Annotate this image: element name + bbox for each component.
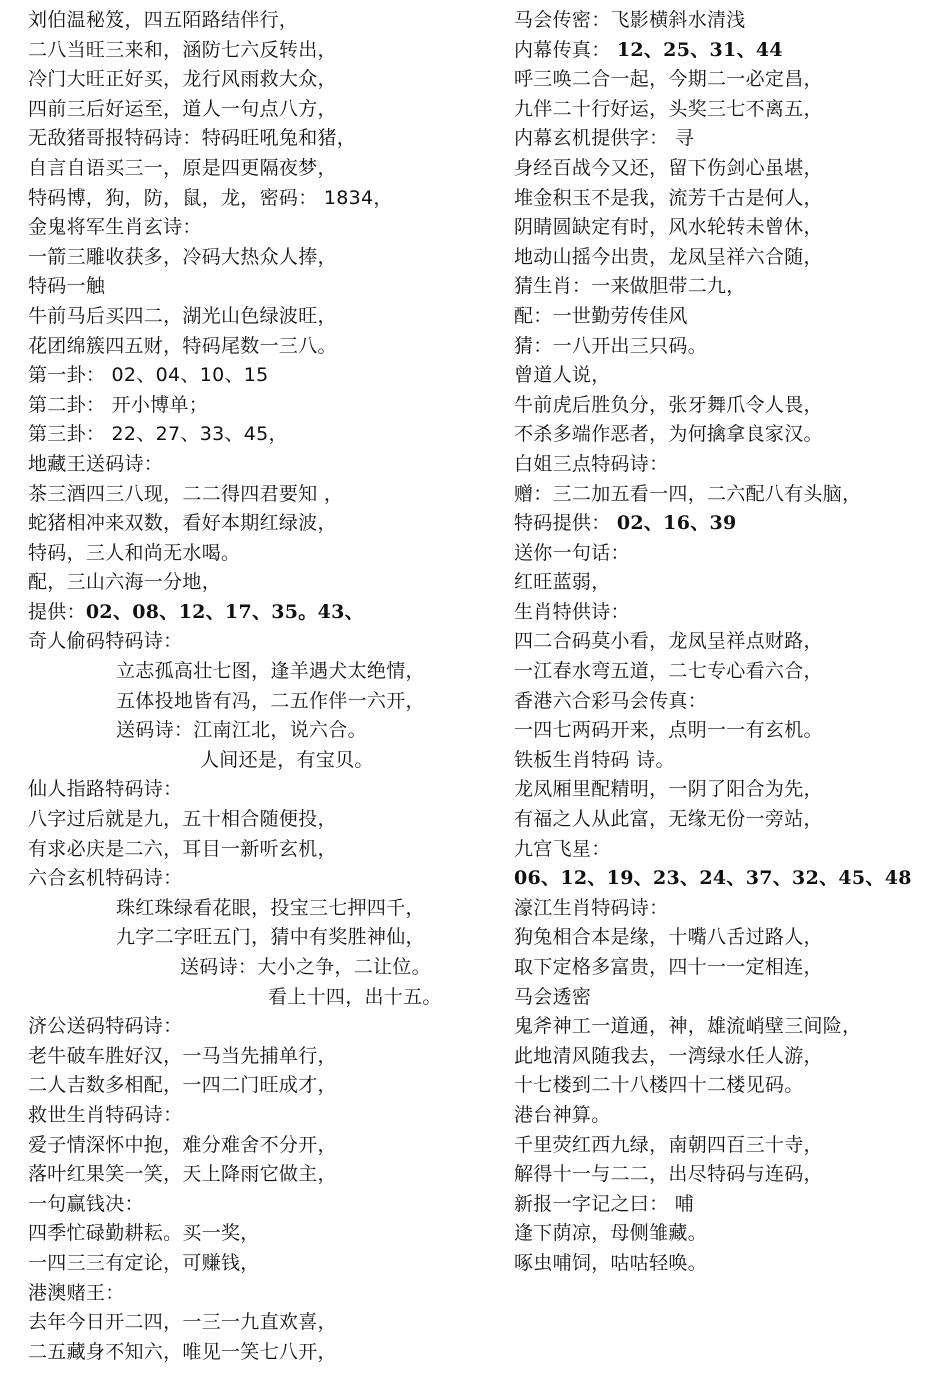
left-text-line [28, 598, 498, 628]
right-text-line: 白姐三点特码诗： [514, 452, 669, 475]
right-text-line: 曾道人说， [514, 364, 611, 387]
left-text-line: 济公送码特码诗： [28, 1015, 183, 1038]
right-text-line: 铁板生肖特码 诗。 [514, 748, 675, 771]
right-text-line: 龙凤厢里配精明，一阴了阳合为先， [514, 778, 823, 801]
left-text-line: 第三卦： 22、27、33、45， [28, 423, 288, 446]
right-text-line: 配：一世勤劳传佳风 [514, 304, 688, 327]
left-text-line: 港澳赌王： [28, 1281, 125, 1304]
right-text-line: 不杀多端作恶者，为何擒拿良家汉。 [514, 423, 823, 446]
left-text-line: 冷门大旺正好买，龙行风雨救大众， [28, 68, 337, 91]
right-column [514, 6, 929, 1279]
left-text-line: 一箭三雕收获多，冷码大热众人捧， [28, 245, 337, 268]
left-text-line: 珠红珠绿看花眼，投宝三七押四千， [116, 896, 425, 919]
left-text-line: 刘伯温秘笈，四五陌路结伴行， [28, 9, 299, 31]
right-text-line: 送你一句话： [514, 541, 630, 564]
left-text-line: 二八当旺三来和，涵防七六反转出， [28, 38, 337, 61]
left-text-line: 仙人指路特码诗： [28, 778, 183, 801]
right-text-line: 鬼斧神工一道通，神，雄流峭壁三间险， [514, 1015, 862, 1038]
left-text-line: 送码诗：大小之争，二让位。 [180, 956, 431, 978]
left-text-line: 地藏王送码诗： [28, 452, 164, 475]
left-text-line: 牛前马后买四二，湖光山色绿波旺， [28, 304, 337, 327]
left-text-line: 九字二字旺五门，猜中有奖胜神仙， [116, 926, 425, 949]
left-text-line: 立志孤高壮七图，逢羊遇犬太绝情， [116, 660, 425, 683]
left-text-line: 六合玄机特码诗： [28, 867, 183, 890]
left-text-line: 四前三后好运至，道人一句点八方， [28, 97, 337, 120]
left-text-line: 金鬼将军生肖玄诗： [28, 216, 202, 239]
left-text-line: 一四三三有定论，可赚钱， [28, 1251, 260, 1274]
right-text-line: 逢下荫凉，母侧雏藏。 [514, 1222, 708, 1245]
line-label: 提供： [28, 600, 86, 623]
left-text-line: 特码，三人和尚无水喝。 [28, 541, 241, 564]
right-text-line: 解得十一与二二，出尽特码与连码， [514, 1163, 823, 1186]
right-text-line: 九宫飞星： [514, 837, 611, 860]
right-text-line: 生肖特供诗： [514, 600, 630, 623]
line-label: 特码提供： [514, 512, 617, 535]
right-text-line: 阴睛圆缺定有时，风水轮转未曾休， [514, 216, 823, 239]
left-text-line: 四季忙碌勤耕耘。买一奖， [28, 1222, 260, 1245]
left-text-line: 奇人偷码特码诗： [28, 630, 183, 653]
right-text-line: 身经百战今又还，留下伤剑心虽堪， [514, 156, 823, 179]
right-text-line: 狗兔相合本是缘，十嘴八舌过路人， [514, 926, 823, 949]
left-text-line: 八字过后就是九，五十相合随便投， [28, 808, 337, 831]
right-text-line: 四二合码莫小看，龙凤呈祥点财路， [514, 630, 823, 653]
right-text-line [514, 509, 929, 539]
left-text-line: 第二卦： 开小博单； [28, 393, 209, 416]
left-text-line: 人间还是，有宝贝。 [200, 748, 374, 771]
left-text-line: 救世生肖特码诗： [28, 1103, 183, 1126]
left-text-line: 老牛破车胜好汉，一马当先捕单行， [28, 1044, 337, 1067]
left-text-line: 茶三酒四三八现，二二得四君要知 ， [28, 482, 344, 505]
right-text-line: 十七楼到二十八楼四十二楼见码。 [514, 1074, 804, 1097]
right-text-line: 赠：三二加五看一四，二六配八有头脑， [514, 482, 862, 505]
right-text-line: 马会透密 [514, 985, 592, 1008]
right-text-line: 呼三唤二合一起，今期二一必定昌， [514, 68, 823, 91]
line-numbers-bold: 02、08、12、17、35。43、 [85, 600, 364, 623]
left-text-line: 看上十四，出十五。 [268, 985, 442, 1008]
left-text-line: 蛇猪相冲来双数，看好本期红绿波， [28, 512, 337, 535]
right-text-line: 濠江生肖特码诗： [514, 896, 669, 919]
left-text-line: 二人吉数多相配，一四二门旺成才， [28, 1074, 337, 1097]
right-text-line: 取下定格多富贵，四十一一定相连， [514, 956, 823, 978]
left-text-line: 五体投地皆有冯，二五作伴一六开， [116, 689, 425, 712]
right-text-line: 千里荧红西九绿，南朝四百三十寺， [514, 1133, 823, 1156]
left-text-line: 爱子情深怀中抱，难分难舍不分开， [28, 1133, 337, 1156]
right-text-line: 一四七两码开来，点明一一有玄机。 [514, 719, 823, 742]
right-text-line: 九伴二十行好运，头奖三七不离五， [514, 97, 823, 120]
right-text-line: 马会传密：飞影横斜水清浅 [514, 9, 746, 31]
line-label: 内幕传真： [514, 38, 617, 61]
left-column [28, 6, 498, 1367]
right-text-line: 内幕玄机提供字： 寻 [514, 127, 695, 150]
left-text-line: 去年今日开二四，一三一九直欢喜， [28, 1311, 337, 1334]
right-text-line [514, 864, 929, 894]
line-numbers-bold: 06、12、19、23、24、37、32、45、48 [514, 867, 912, 890]
right-text-line: 地动山摇今出贵，龙凤呈祥六合随， [514, 245, 823, 268]
right-text-line: 堆金积玉不是我，流芳千古是何人， [514, 186, 823, 209]
right-text-line: 有福之人从此富，无缘无份一旁站， [514, 808, 823, 831]
right-text-line: 红旺蓝弱， [514, 571, 611, 594]
right-text-line: 一江春水弯五道，二七专心看六合， [514, 660, 823, 683]
left-text-line: 特码一触 [28, 275, 106, 298]
left-text-line: 送码诗：江南江北，说六合。 [116, 719, 367, 742]
left-text-line: 有求必庆是二六，耳目一新听玄机， [28, 837, 337, 860]
right-text-line [514, 36, 929, 66]
left-text-line: 无敌猪哥报特码诗：特码旺吼兔和猪， [28, 127, 357, 150]
left-text-line: 第一卦： 02、04、10、15 [28, 364, 269, 387]
right-text-line: 牛前虎后胜负分，张牙舞爪令人畏， [514, 393, 823, 416]
left-text-line: 二五藏身不知六，唯见一笑七八开， [28, 1340, 337, 1363]
right-text-line: 猜生肖：一来做胆带二九， [514, 275, 746, 298]
left-text-line: 特码博，狗，防，鼠，龙，密码： 1834， [28, 186, 393, 209]
right-text-line: 香港六合彩马会传真： [514, 689, 708, 712]
right-text-line: 猜：一八开出三只码。 [514, 334, 708, 357]
right-text-line: 啄虫哺饲，咕咕轻唤。 [514, 1251, 708, 1274]
right-text-line: 港台神算。 [514, 1103, 611, 1126]
line-numbers-bold: 02、16、39 [616, 512, 737, 535]
left-text-line: 落叶红果笑一笑，天上降雨它做主， [28, 1163, 337, 1186]
right-text-line: 此地清风随我去，一湾绿水任人游， [514, 1044, 823, 1067]
line-numbers-bold: 12、25、31、44 [616, 38, 783, 61]
right-text-line: 新报一字记之曰： 哺 [514, 1192, 695, 1215]
left-text-line: 配，三山六海一分地， [28, 571, 222, 594]
left-text-line: 自言自语买三一，原是四更隔夜梦， [28, 156, 337, 179]
left-text-line: 花团绵簇四五财，特码尾数一三八。 [28, 334, 337, 357]
left-text-line: 一句赢钱决： [28, 1192, 144, 1215]
